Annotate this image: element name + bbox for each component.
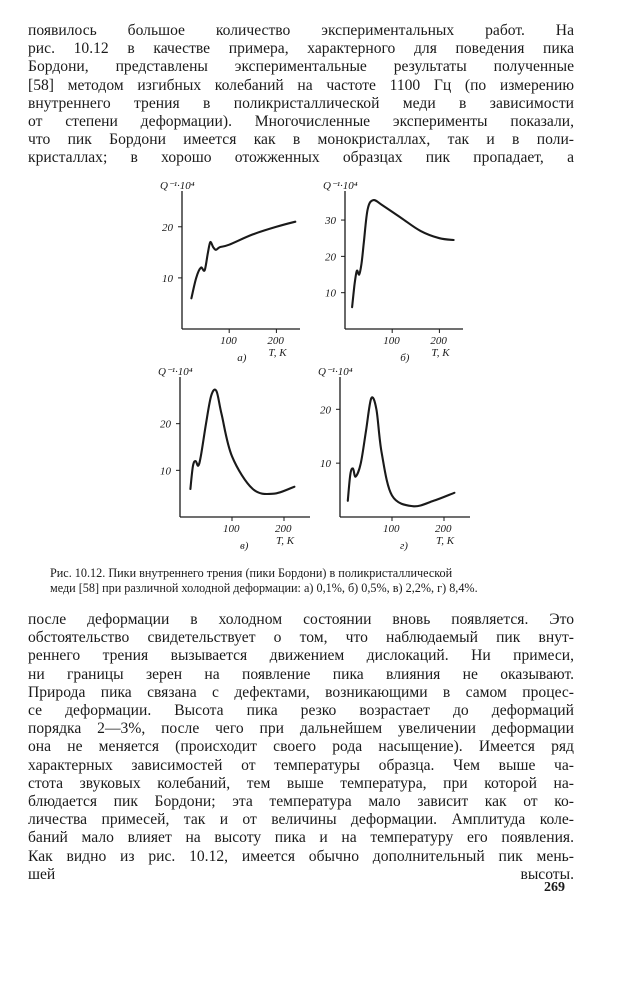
text-line: реннего трения вызывается движением дислокаций. Ни примеси, [28, 647, 574, 665]
data-curve [191, 222, 295, 299]
text-line: стота звуковых колебаний, тем выше температура, при которой на- [28, 774, 574, 792]
page-number: 269 [544, 880, 565, 895]
y-axis-label: Q⁻¹·10⁴ [318, 366, 353, 378]
x-tick-label: 100 [383, 335, 400, 347]
text-line: что пик Бордони имеется как в монокристаллах, так и в поли- [28, 131, 574, 149]
panel-label: в) [240, 540, 249, 552]
text-line: появилось большое количество экспериментальных работ. На [28, 22, 574, 39]
x-tick-label: 200 [430, 335, 447, 347]
text-line: се деформации. Высота пика резко возрастает до деформаций [28, 702, 574, 720]
text-line: [58] методом изгибных колебаний на частоте 1100 Гц (по измерению [28, 76, 574, 94]
figure-caption [50, 566, 590, 596]
x-tick-label: 100 [220, 335, 237, 347]
x-tick-label: 100 [223, 523, 240, 535]
text-line: внутреннего трения в поликристаллической меди в зависимости [28, 94, 574, 112]
y-tick-label: 10 [325, 287, 336, 300]
caption-line: Рис. 10.12. Пики внутреннего трения (пики Бордони) в поликристаллической [50, 566, 453, 580]
text-line: кристаллах; в хорошо отожженных образцах пик пропадает, а [28, 149, 574, 167]
panel-label: б) [400, 352, 410, 364]
text-line: блюдается пик Бордони; эта температура мало зависит как от ко- [28, 793, 574, 811]
top-paragraph [28, 22, 574, 168]
y-tick-label: 10 [320, 458, 331, 471]
text-line: от степени деформации). Многочисленные эксперименты показали, [28, 113, 574, 131]
text-line: ни границы зерен на появление пика влияния не оказывают. [28, 665, 574, 683]
y-tick-label: 20 [160, 418, 171, 431]
y-axis-label: Q⁻¹·10⁴ [323, 180, 358, 192]
x-tick-label: 200 [267, 335, 284, 347]
y-axis-label: Q⁻¹·10⁴ [160, 180, 195, 192]
y-tick-label: 10 [160, 465, 171, 478]
x-tick-label: 200 [435, 523, 452, 535]
x-axis-label: T, K [276, 535, 295, 547]
text-line: личества примесей, так и от величины деформации. Амплитуда коле- [28, 811, 574, 829]
caption-line: меди [58] при различной холодной деформации: а) 0,1%, б) 0,5%, в) 2,2%, г) 8,4%. [50, 581, 478, 595]
text-line: характерных зависимостей от температуры образца. Чем выше ча- [28, 756, 574, 774]
y-tick-label: 30 [325, 215, 336, 228]
x-axis-label: T, K [431, 347, 450, 359]
y-tick-label: 20 [325, 251, 336, 264]
text-line: она не меняется (происходит своего рода насыщение). Имеется ряд [28, 738, 574, 756]
text-line: Природа пика связана с дефектами, возникающими в самом процес- [28, 683, 574, 701]
text-line: Как видно из рис. 10.12, имеется обычно дополнительный пик мень- [28, 847, 574, 865]
panel-label: г) [400, 540, 408, 552]
data-curve [348, 397, 455, 506]
text-line: баний мало влияет на высоту пика и на температуру его появления. [28, 829, 574, 847]
bottom-paragraph [28, 611, 574, 884]
y-axis-label: Q⁻¹·10⁴ [158, 366, 193, 378]
y-tick-label: 10 [162, 272, 173, 285]
figure-canvas [140, 172, 480, 562]
text-line: после деформации в холодном состоянии вновь появляется. Это [28, 611, 574, 628]
text-line: рис. 10.12 в качестве примера, характерного для поведения пика [28, 40, 574, 58]
x-tick-label: 100 [383, 523, 400, 535]
data-curve [352, 200, 454, 307]
x-axis-label: T, K [268, 347, 287, 359]
panel-label: а) [237, 352, 247, 364]
x-axis-label: T, K [436, 535, 455, 547]
text-line: порядка 2—3%, после чего при дальнейшем увеличении деформации [28, 720, 574, 738]
y-tick-label: 20 [162, 221, 173, 234]
x-tick-label: 200 [275, 523, 292, 535]
text-line: шей высоты. [28, 865, 574, 883]
text-line: обстоятельство свидетельствует о том, что наблюдаемый пик внут- [28, 629, 574, 647]
text-line: Бордони, представлены экспериментальные результаты полученные [28, 58, 574, 76]
figure-bordoni-peaks [140, 172, 480, 562]
data-curve [190, 390, 294, 494]
y-tick-label: 20 [320, 404, 331, 417]
